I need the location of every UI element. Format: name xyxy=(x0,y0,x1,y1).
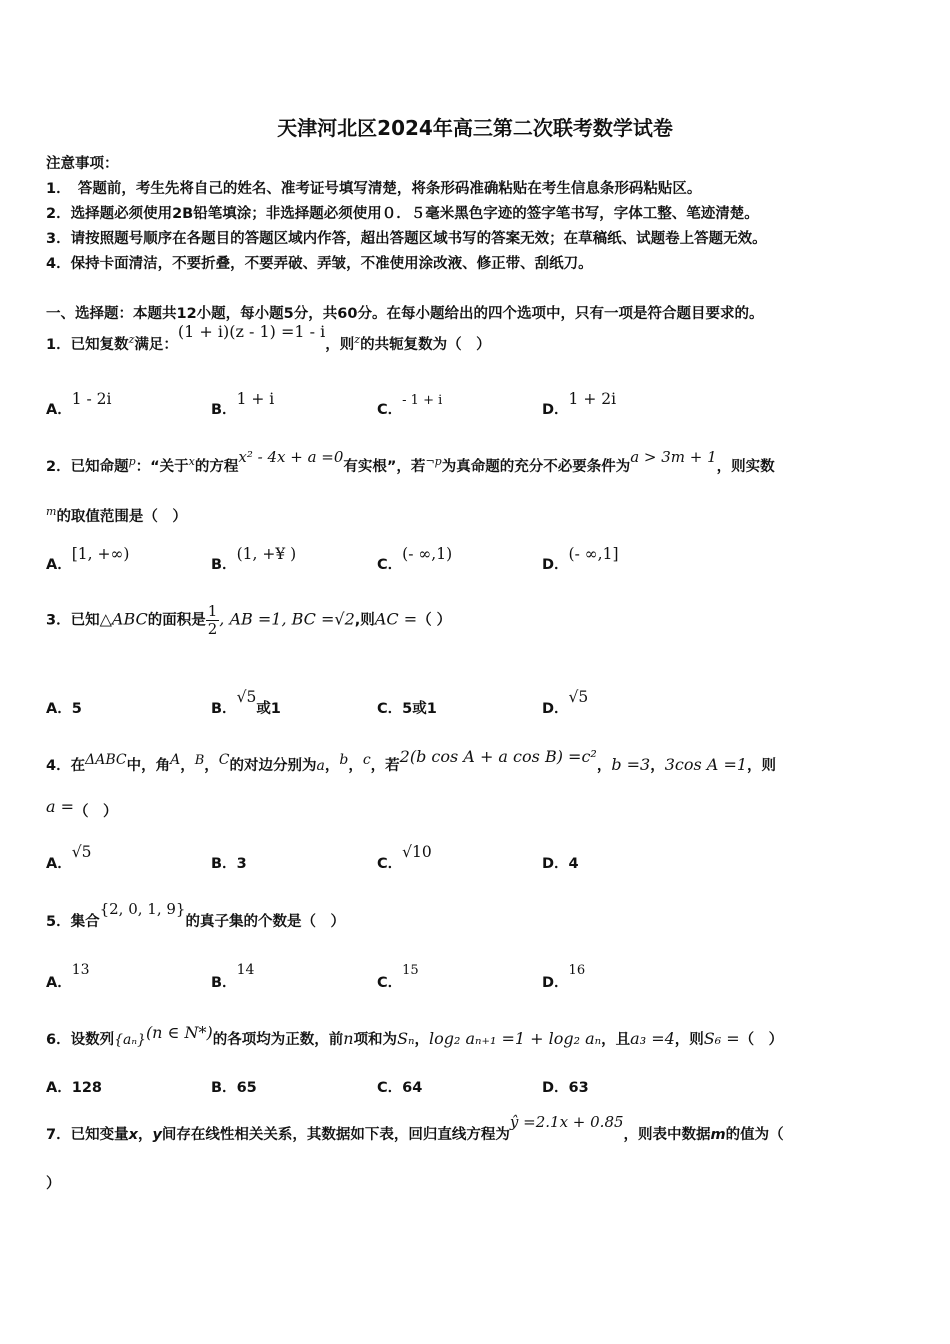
q2-var-x: x xyxy=(188,455,195,469)
question-7-cont: ） xyxy=(46,1176,61,1192)
option-value: (- ∞,1) xyxy=(402,545,453,563)
q7-equation: ŷ =2.1x + 0.85 xyxy=(509,1113,624,1131)
question-2 xyxy=(46,448,775,476)
q2-number: 2．已知命题 xyxy=(46,459,129,475)
question-7 xyxy=(46,1113,784,1144)
option-label: B． xyxy=(211,701,237,717)
q6-s6: S₆ = xyxy=(703,1029,740,1048)
option-c[interactable] xyxy=(377,1076,422,1097)
option-label: B． xyxy=(211,557,237,573)
option-d[interactable] xyxy=(542,388,617,418)
q4-side-a: a xyxy=(316,757,325,774)
question-5 xyxy=(46,900,345,931)
option-a[interactable] xyxy=(46,1076,102,1097)
option-b[interactable] xyxy=(211,1076,257,1097)
q6-text: ，且 xyxy=(601,1032,631,1048)
option-a[interactable] xyxy=(46,388,112,418)
q4-sep: ， xyxy=(180,757,195,774)
option-label: A． xyxy=(46,557,72,573)
option-a[interactable] xyxy=(46,958,90,991)
option-a[interactable] xyxy=(46,543,130,573)
option-value: 13 xyxy=(71,962,90,978)
option-d[interactable] xyxy=(542,1076,589,1097)
option-value: 3 xyxy=(236,856,247,872)
q6-var-n: n xyxy=(343,1029,354,1048)
q5-text: 的真子集的个数是（ ） xyxy=(185,914,345,930)
q4-text: ，则 xyxy=(747,757,777,774)
notice-item: 4．保持卡面清洁，不要折叠，不要弄破、弄皱，不准使用涂改液、修正带、刮纸刀。 xyxy=(46,256,593,272)
option-label: C． xyxy=(377,701,403,717)
option-value: 14 xyxy=(236,962,255,978)
q2-text: 为真命题的充分不必要条件为 xyxy=(441,459,631,475)
q4-angle-a: A xyxy=(170,752,181,768)
question-4 xyxy=(46,746,777,775)
q6-text: （ ） xyxy=(739,1032,784,1048)
option-d[interactable] xyxy=(542,543,619,573)
q3-text: ,则 xyxy=(354,612,375,629)
option-value: (1, +¥ ) xyxy=(236,545,297,563)
q1-text: 的共轭复数为（ ） xyxy=(360,337,491,353)
option-label: D． xyxy=(542,856,569,872)
q1-text: 满足： xyxy=(134,337,178,353)
q1-text: ，则 xyxy=(325,337,355,353)
option-d[interactable] xyxy=(542,852,579,873)
q7-number: 7．已知变量 xyxy=(46,1127,129,1143)
q4-cos: 3cos A =1 xyxy=(664,754,748,774)
q3-number: 3．已知 xyxy=(46,612,100,629)
notice-item: 3．请按照题号顺序在各题目的答题区域内作答，超出答题区域书写的答案无效；在草稿纸、试题卷上答题无效。 xyxy=(46,231,767,247)
q2-not-p: ¬p xyxy=(425,455,442,469)
option-value: 15 xyxy=(402,963,419,978)
option-label: C． xyxy=(377,557,403,573)
q6-log-relation: log₂ aₙ₊₁ =1 + log₂ aₙ xyxy=(429,1029,602,1048)
q6-text: 项和为 xyxy=(353,1032,398,1048)
option-d[interactable] xyxy=(542,958,586,991)
q7-text: 间存在线性相关关系，其数据如下表，回归直线方程为 xyxy=(161,1127,510,1143)
notice-item: 1． 答题前，考生先将自己的姓名、准考证号填写清楚，将条形码准确粘贴在考生信息条形码粘贴区。 xyxy=(46,181,702,197)
notice-heading: 注意事项： xyxy=(46,156,119,172)
q4-side-c: c xyxy=(362,752,371,768)
option-label: A． xyxy=(46,975,72,991)
option-value: 1 + 2i xyxy=(568,390,617,408)
option-label: B． xyxy=(211,856,237,872)
option-b[interactable] xyxy=(211,958,255,991)
option-value: 5 xyxy=(71,701,82,717)
option-label: B． xyxy=(211,402,237,418)
q4-text: ，若 xyxy=(370,757,400,774)
section-heading: 一、选择题：本题共12小题，每小题5分，共60分。在每小题给出的四个选项中，只有一项是符合题目要求的。 xyxy=(46,306,764,322)
q2-text: ，则实数 xyxy=(716,459,775,475)
q3-givens: , AB =1, BC =√2 xyxy=(219,609,355,629)
q3-triangle: △ABC xyxy=(99,609,148,629)
q6-sn: Sₙ xyxy=(397,1029,415,1048)
option-c[interactable] xyxy=(377,958,419,991)
q2-condition: a > 3m + 1 xyxy=(630,448,717,466)
q4-text: ， xyxy=(596,757,612,774)
q5-number: 5．集合 xyxy=(46,914,100,930)
fraction-numerator: 1 xyxy=(207,602,218,620)
q5-set: {2, 0, 1, 9} xyxy=(99,900,186,918)
q4-sep: ， xyxy=(324,757,340,774)
option-value: √5 xyxy=(236,688,257,706)
fraction-denominator: 2 xyxy=(207,620,218,638)
q4-equation: 2(b cos A + a cos B) =c² xyxy=(399,746,597,766)
q3-text: 的面积是 xyxy=(147,612,206,629)
option-label: D． xyxy=(542,701,569,717)
option-a[interactable] xyxy=(46,697,82,718)
option-value: 5或1 xyxy=(402,701,437,717)
q4-b-value: b =3 xyxy=(611,754,651,774)
option-d[interactable] xyxy=(542,686,589,717)
option-label: A． xyxy=(46,856,72,872)
q7-var-x: x xyxy=(128,1127,138,1143)
q4-angle-b: B xyxy=(194,753,205,768)
option-value: √5 xyxy=(71,843,92,861)
q4-number: 4．在 xyxy=(46,757,86,774)
option-label: D． xyxy=(542,975,569,991)
question-2-cont xyxy=(46,505,187,526)
option-value: 4 xyxy=(568,856,579,872)
q6-text: ，则 xyxy=(674,1032,704,1048)
q2-text: 的方程 xyxy=(194,459,239,475)
q2-var-m: m xyxy=(46,505,57,519)
option-value: (- ∞,1] xyxy=(568,545,619,563)
q4-sep: ， xyxy=(348,757,363,774)
question-3 xyxy=(46,603,451,638)
q1-var-z: z xyxy=(354,333,361,347)
option-b[interactable] xyxy=(211,852,247,873)
option-b[interactable] xyxy=(211,388,275,418)
q4-sep: ， xyxy=(204,757,219,774)
option-value: 1 + i xyxy=(236,390,275,408)
q3-ac: AC = xyxy=(374,609,418,629)
option-c[interactable] xyxy=(377,388,443,418)
option-label: B． xyxy=(211,1080,237,1096)
question-4-cont xyxy=(46,797,118,821)
option-value: 128 xyxy=(71,1080,103,1096)
q6-domain: (n ∈ N*) xyxy=(145,1023,213,1042)
option-label: C． xyxy=(377,1080,403,1096)
q6-a3: a₃ =4 xyxy=(630,1029,675,1048)
option-suffix: 或1 xyxy=(256,701,281,717)
option-c[interactable] xyxy=(377,543,453,573)
question-1 xyxy=(46,322,491,354)
option-value: [1, +∞) xyxy=(71,545,130,563)
option-c[interactable] xyxy=(377,697,437,718)
q4-text: ， xyxy=(650,757,665,774)
option-label: D． xyxy=(542,402,569,418)
option-value: √10 xyxy=(402,843,432,861)
option-value: 16 xyxy=(568,963,586,978)
option-label: A． xyxy=(46,402,72,418)
option-a[interactable] xyxy=(46,841,92,872)
option-value: 65 xyxy=(236,1080,257,1096)
option-b[interactable] xyxy=(211,543,297,573)
q4-side-b: b xyxy=(339,752,349,768)
option-value: 1 - 2i xyxy=(71,390,112,408)
q7-text: ，则表中数据 xyxy=(623,1127,711,1143)
notice-item: 2．选择题必须使用2B铅笔填涂；非选择题必须使用０．５毫米黑色字迹的签字笔书写，字体工整、笔迹清楚。 xyxy=(46,206,759,222)
q6-number: 6．设数列 xyxy=(46,1032,115,1048)
q1-equation: (1 + i)(z - 1) =1 - i xyxy=(177,322,326,341)
q7-var-m: m xyxy=(710,1127,726,1143)
option-label: B． xyxy=(211,975,237,991)
option-b[interactable] xyxy=(211,686,281,717)
option-value: - 1 + i xyxy=(402,393,443,408)
option-value: 64 xyxy=(402,1080,423,1096)
q2-var-p: p xyxy=(128,455,136,469)
option-label: C． xyxy=(377,975,403,991)
q6-sequence: {aₙ} xyxy=(114,1032,146,1048)
question-6 xyxy=(46,1023,784,1049)
q2-text: ：“关于 xyxy=(135,459,189,475)
q7-var-y: y xyxy=(152,1127,162,1143)
q4-angle-c: C xyxy=(218,752,230,768)
option-label: C． xyxy=(377,402,403,418)
q4-text: 中，角 xyxy=(126,757,171,774)
q4-answer-a: a = xyxy=(46,797,75,816)
q6-text: ， xyxy=(414,1032,430,1048)
option-label: D． xyxy=(542,557,569,573)
option-value: 63 xyxy=(568,1080,589,1096)
q6-text: 的各项均为正数，前 xyxy=(212,1032,344,1048)
option-label: A． xyxy=(46,1080,72,1096)
option-value: √5 xyxy=(568,688,589,706)
option-c[interactable] xyxy=(377,841,432,872)
q7-text: 的值为（ xyxy=(725,1127,784,1143)
q7-sep: ， xyxy=(137,1127,153,1143)
q2-text: 的取值范围是（ ） xyxy=(56,509,187,525)
q4-text: （ ） xyxy=(74,804,118,820)
q4-triangle: ΔABC xyxy=(85,752,127,768)
q1-number: 1．已知复数 xyxy=(46,337,129,353)
q3-fraction xyxy=(206,603,220,638)
q4-text: 的对边分别为 xyxy=(229,757,317,774)
option-label: D． xyxy=(542,1080,569,1096)
q1-var-z: z xyxy=(128,333,135,347)
q2-text: 有实根”，若 xyxy=(343,459,426,475)
q3-text: （ ） xyxy=(417,612,452,629)
option-label: C． xyxy=(377,856,403,872)
page-title: 天津河北区2024年高三第二次联考数学试卷 xyxy=(277,116,673,140)
option-label: A． xyxy=(46,701,72,717)
q2-equation: x² - 4x + a =0 xyxy=(238,448,344,466)
